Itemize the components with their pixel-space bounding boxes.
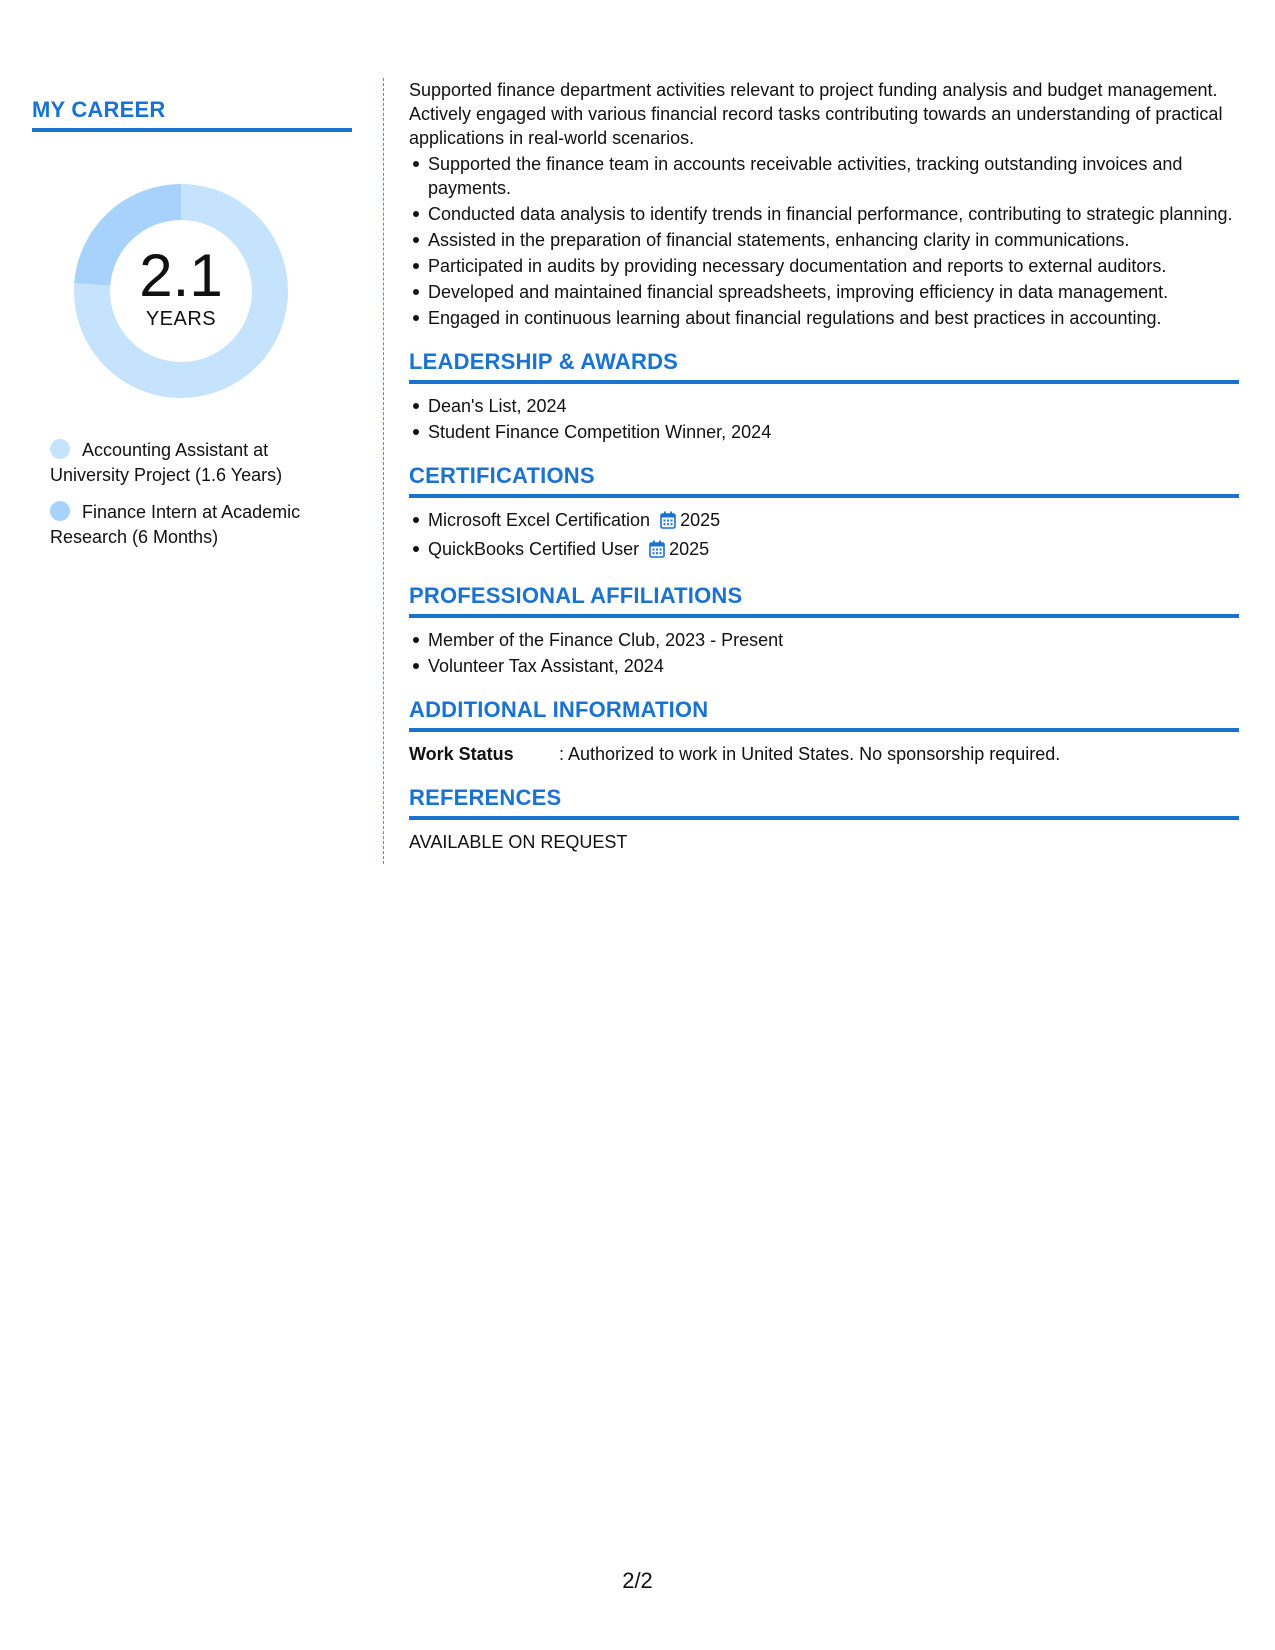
calendar-icon xyxy=(660,511,676,535)
affiliations-list xyxy=(409,628,1239,678)
list-item: Volunteer Tax Assistant, 2024 xyxy=(428,654,1239,678)
list-item: Supported the finance team in accounts receivable activities, tracking outstanding invoices and payments. xyxy=(428,152,1239,200)
certification-year: 2025 xyxy=(669,539,710,559)
work-status-value: : Authorized to work in United States. No sponsorship required. xyxy=(559,744,1061,764)
experience-intro: Supported finance department activities relevant to project funding analysis and budget management. Actively engaged with various financial record tasks contributing towards an understanding of practical applications in real-world scenarios. xyxy=(409,80,1223,148)
list-item: Participated in audits by providing necessary documentation and reports to external auditors. xyxy=(428,254,1239,278)
work-status-row xyxy=(409,742,1239,766)
references-section xyxy=(409,784,1239,854)
experience-bullets xyxy=(409,152,1239,330)
legend-dot xyxy=(50,439,70,459)
career-total-unit: YEARS xyxy=(145,308,217,330)
affiliations-section xyxy=(409,582,1239,678)
list-item: Conducted data analysis to identify trends in financial performance, contributing to strategic planning. xyxy=(428,202,1239,226)
affiliations-section-title: PROFESSIONAL AFFILIATIONS xyxy=(409,582,1239,618)
list-item: Dean's List, 2024 xyxy=(428,394,1239,418)
leadership-section-title: LEADERSHIP & AWARDS xyxy=(409,348,1239,384)
page-number: 2/2 xyxy=(622,1568,653,1593)
legend-label: Accounting Assistant at University Project (1.6 Years) xyxy=(50,440,283,485)
certifications-section-title: CERTIFICATIONS xyxy=(409,462,1239,498)
references-section-title: REFERENCES xyxy=(409,784,1239,820)
career-donut-chart xyxy=(66,176,296,406)
additional-info-section-title: ADDITIONAL INFORMATION xyxy=(409,696,1239,732)
career-legend xyxy=(50,438,340,550)
legend-item xyxy=(50,500,340,550)
leadership-section xyxy=(409,348,1239,444)
legend-dot xyxy=(50,501,70,521)
list-item: Student Finance Competition Winner, 2024 xyxy=(428,420,1239,444)
references-text: AVAILABLE ON REQUEST xyxy=(409,832,628,852)
left-column xyxy=(32,96,352,562)
career-section-title: MY CAREER xyxy=(32,96,352,132)
list-item xyxy=(428,537,1239,564)
list-item: Developed and maintained financial spreadsheets, improving efficiency in data management. xyxy=(428,280,1239,304)
right-column xyxy=(409,78,1239,854)
certification-name: QuickBooks Certified User xyxy=(428,539,640,559)
calendar-icon xyxy=(649,540,665,564)
list-item xyxy=(428,508,1239,535)
column-divider xyxy=(383,78,384,864)
career-total-years: 2.1 xyxy=(139,242,223,309)
list-item: Engaged in continuous learning about financial regulations and best practices in accounting. xyxy=(428,306,1239,330)
list-item: Assisted in the preparation of financial statements, enhancing clarity in communications. xyxy=(428,228,1239,252)
legend-item xyxy=(50,438,340,488)
certification-name: Microsoft Excel Certification xyxy=(428,510,651,530)
list-item: Member of the Finance Club, 2023 - Present xyxy=(428,628,1239,652)
work-status-key: Work Status xyxy=(409,744,514,764)
certification-year: 2025 xyxy=(680,510,721,530)
certifications-list xyxy=(409,508,1239,564)
certifications-section xyxy=(409,462,1239,564)
legend-label: Finance Intern at Academic Research (6 Months) xyxy=(50,502,301,547)
leadership-list xyxy=(409,394,1239,444)
additional-info-section xyxy=(409,696,1239,766)
donut-center xyxy=(66,176,296,406)
